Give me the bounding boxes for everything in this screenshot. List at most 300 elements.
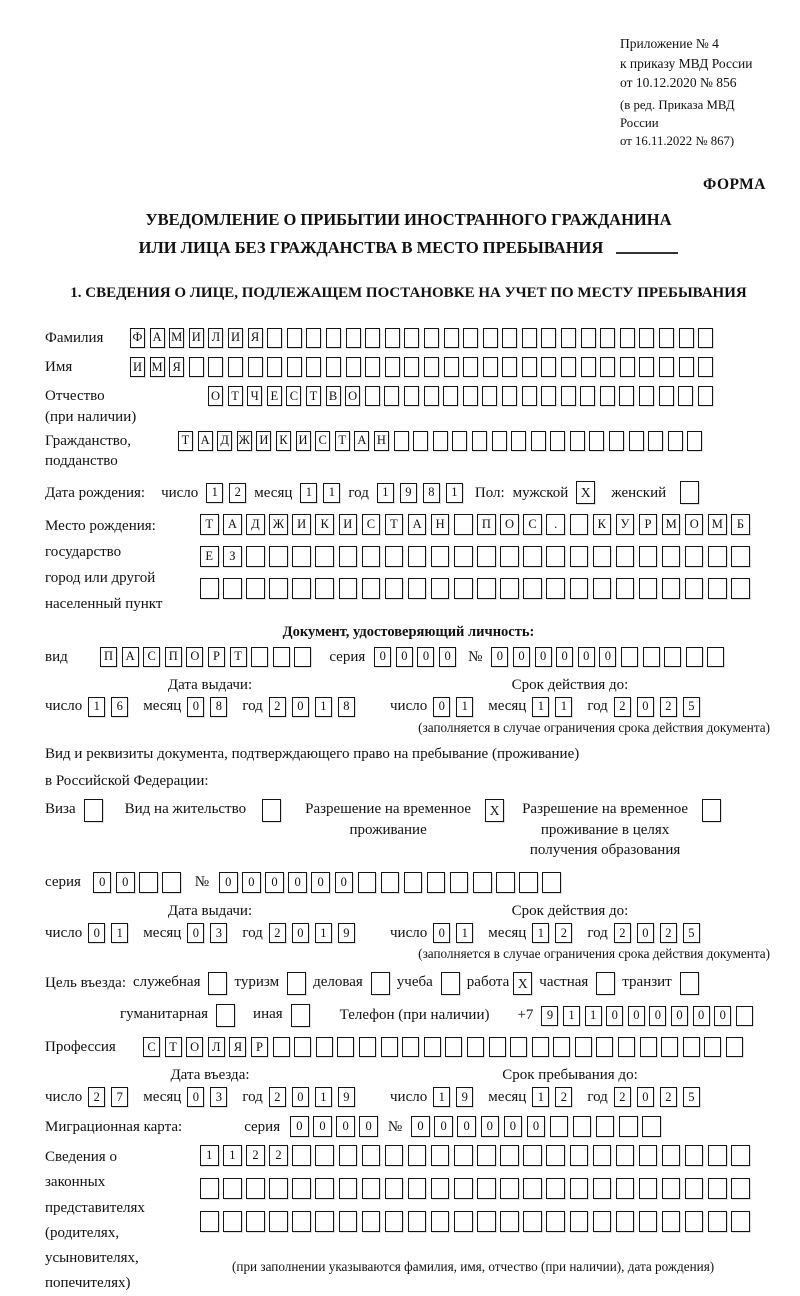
char-box xyxy=(678,386,693,406)
char-box: О xyxy=(345,386,360,406)
representatives-label-line4: (родителях, xyxy=(45,1224,120,1241)
char-box: 0 xyxy=(628,1006,645,1026)
char-box xyxy=(541,357,556,377)
char-box xyxy=(616,1145,635,1166)
char-box xyxy=(596,972,615,995)
char-box xyxy=(648,431,663,451)
char-box: Ж xyxy=(269,514,288,535)
char-box: У xyxy=(616,514,635,535)
char-box xyxy=(593,1178,612,1199)
char-box xyxy=(680,481,699,504)
char-box xyxy=(362,546,381,567)
patronymic-row xyxy=(45,386,772,427)
char-box: С xyxy=(286,386,301,406)
char-box xyxy=(246,1211,265,1232)
char-box xyxy=(269,1211,288,1232)
char-box: 0 xyxy=(671,1006,688,1026)
char-box xyxy=(704,1037,721,1057)
birth-place-label-line2: государство xyxy=(45,544,122,561)
char-box xyxy=(523,1211,542,1232)
char-box: 2 xyxy=(269,923,286,943)
purpose-checkbox xyxy=(287,972,306,995)
char-box xyxy=(522,386,537,406)
patronymic-label-line2: (при наличии) xyxy=(45,408,137,425)
expiry-month-boxes xyxy=(532,697,572,717)
char-box: К xyxy=(593,514,612,535)
char-box: 0 xyxy=(513,647,530,667)
char-box: О xyxy=(685,514,704,535)
purpose-option-label: туризм xyxy=(234,974,280,991)
char-box: А xyxy=(150,328,165,348)
char-box xyxy=(216,1004,235,1027)
char-box xyxy=(698,386,713,406)
char-box: 1 xyxy=(111,923,128,943)
char-box xyxy=(404,872,423,893)
char-box: 0 xyxy=(336,1116,355,1137)
char-box: 6 xyxy=(111,697,128,717)
edu-residence-label-line3: получения образования xyxy=(529,841,681,858)
char-box: . xyxy=(546,514,565,535)
char-box xyxy=(287,328,302,348)
citizenship-label-line2: подданство xyxy=(45,453,118,470)
char-box xyxy=(408,1178,427,1199)
doc-type-boxes xyxy=(100,647,311,667)
char-box xyxy=(339,1211,358,1232)
char-box xyxy=(394,431,409,451)
char-box xyxy=(441,972,460,995)
char-box xyxy=(326,328,341,348)
char-box xyxy=(287,357,302,377)
char-box: 0 xyxy=(187,697,204,717)
char-box: С xyxy=(315,431,330,451)
char-box: И xyxy=(228,328,243,348)
issue-month-boxes xyxy=(187,697,227,717)
char-box xyxy=(381,1037,398,1057)
char-box xyxy=(616,546,635,567)
char-box xyxy=(251,647,268,667)
char-box: 1 xyxy=(223,1145,242,1166)
char-box: 1 xyxy=(200,1145,219,1166)
char-box: Л xyxy=(208,328,223,348)
edu-residence-label xyxy=(522,799,688,860)
char-box: 0 xyxy=(527,1116,546,1137)
migration-card-label: Миграционная карта: xyxy=(45,1118,183,1135)
char-box xyxy=(500,578,519,599)
birth-day-label: число xyxy=(161,484,199,501)
visa-label: Виза xyxy=(45,801,76,818)
purpose-option xyxy=(313,972,390,995)
char-box xyxy=(408,1211,427,1232)
char-box: 0 xyxy=(187,1087,204,1107)
char-box: Е xyxy=(267,386,282,406)
residence-doc-note: (заполняется в случае ограничения срока действия документа) xyxy=(418,946,770,962)
char-box xyxy=(600,386,615,406)
char-box xyxy=(629,431,644,451)
char-box xyxy=(424,1037,441,1057)
char-box xyxy=(500,546,519,567)
patronymic-label xyxy=(45,386,208,427)
migration-series-boxes xyxy=(290,1116,378,1137)
char-box xyxy=(402,1037,419,1057)
char-box xyxy=(502,386,517,406)
char-box: Т xyxy=(230,647,247,667)
char-box xyxy=(477,1211,496,1232)
char-box xyxy=(541,328,556,348)
char-box: Ф xyxy=(130,328,145,348)
char-box xyxy=(326,357,341,377)
char-box xyxy=(267,357,282,377)
char-box: А xyxy=(354,431,369,451)
char-box xyxy=(483,328,498,348)
char-box xyxy=(596,1116,615,1137)
appendix-line: от 10.12.2020 № 856 xyxy=(620,75,737,91)
char-box xyxy=(511,431,526,451)
purpose-option-label: служебная xyxy=(132,974,201,991)
char-box xyxy=(668,431,683,451)
char-box: 2 xyxy=(269,697,286,717)
phone-prefix: +7 xyxy=(517,1007,534,1024)
char-box: Я xyxy=(169,357,184,377)
char-box xyxy=(618,1037,635,1057)
char-box: 0 xyxy=(693,1006,710,1026)
char-box: Р xyxy=(251,1037,268,1057)
char-box xyxy=(580,386,595,406)
identity-doc-row xyxy=(45,647,772,667)
char-box: М xyxy=(150,357,165,377)
purpose-option-label: частная xyxy=(539,974,589,991)
purpose-option xyxy=(234,972,306,995)
char-box: 2 xyxy=(555,1087,572,1107)
visa-checkbox xyxy=(84,799,103,822)
char-box xyxy=(208,357,223,377)
char-box xyxy=(477,546,496,567)
purpose-checkbox xyxy=(371,972,390,995)
patronymic-boxes xyxy=(208,386,713,406)
char-box: В xyxy=(326,386,341,406)
char-box xyxy=(267,328,282,348)
char-box xyxy=(541,386,556,406)
representatives-label-line2: законных xyxy=(45,1174,106,1191)
month-label: месяц xyxy=(488,698,527,715)
char-box: 2 xyxy=(229,483,246,503)
char-box xyxy=(292,578,311,599)
entry-day-boxes xyxy=(88,1087,128,1107)
form-title-line1: УВЕДОМЛЕНИЕ О ПРИБЫТИИ ИНОСТРАННОГО ГРАЖДАНИНА xyxy=(145,210,672,230)
char-box: 0 xyxy=(116,872,135,893)
char-box xyxy=(550,1116,569,1137)
purpose-checkbox xyxy=(596,972,615,995)
month-label: месяц xyxy=(143,1088,182,1105)
char-box: 2 xyxy=(269,1087,286,1107)
char-box xyxy=(189,357,204,377)
char-box xyxy=(685,1178,704,1199)
char-box: 9 xyxy=(541,1006,558,1026)
migration-series-label: серия xyxy=(244,1118,281,1135)
char-box: 1 xyxy=(563,1006,580,1026)
residence-doc-intro1: Вид и реквизиты документа, подтверждающего право на пребывание (проживание) xyxy=(45,745,580,762)
char-box xyxy=(698,357,713,377)
char-box: 1 xyxy=(456,697,473,717)
temp-residence-label-line1: Разрешение на временное xyxy=(305,801,472,818)
form-title-line2: ИЛИ ЛИЦА БЕЗ ГРАЖДАНСТВА В МЕСТО ПРЕБЫВАНИЯ xyxy=(138,237,604,257)
char-box xyxy=(489,1037,506,1057)
char-box xyxy=(450,872,469,893)
char-box xyxy=(659,386,674,406)
char-box xyxy=(600,328,615,348)
char-box xyxy=(292,1178,311,1199)
birth-place-boxes-row3 xyxy=(200,578,750,599)
char-box xyxy=(546,546,565,567)
purpose-option-label: гуманитарная xyxy=(120,1006,209,1023)
char-box xyxy=(523,578,542,599)
char-box: И xyxy=(339,514,358,535)
char-box: И xyxy=(256,431,271,451)
residence-number-label: № xyxy=(194,874,210,891)
purpose-option xyxy=(133,972,228,995)
day-label: число xyxy=(390,1088,428,1105)
char-box: Д xyxy=(217,431,232,451)
char-box xyxy=(385,357,400,377)
char-box: 8 xyxy=(423,483,440,503)
char-box xyxy=(639,386,654,406)
char-box xyxy=(365,357,380,377)
char-box xyxy=(477,578,496,599)
birth-day-boxes xyxy=(206,483,246,503)
char-box xyxy=(500,1178,519,1199)
char-box xyxy=(642,1116,661,1137)
edu-residence-option xyxy=(522,799,721,860)
char-box xyxy=(463,386,478,406)
char-box: 1 xyxy=(315,1087,332,1107)
char-box: Н xyxy=(431,514,450,535)
char-box: 2 xyxy=(614,1087,631,1107)
char-box xyxy=(683,1037,700,1057)
residence-series-label: серия xyxy=(45,874,81,891)
birth-place-boxes-row1 xyxy=(200,514,750,535)
char-box xyxy=(639,578,658,599)
char-box xyxy=(262,799,281,822)
representatives-boxes-row1 xyxy=(200,1145,750,1166)
char-box xyxy=(463,357,478,377)
sex-male-label: мужской xyxy=(512,484,569,501)
representatives-label-line5: усыновителях, xyxy=(45,1250,139,1267)
edition-line: (в ред. Приказа МВД России xyxy=(620,97,735,130)
char-box xyxy=(708,546,727,567)
char-box: 0 xyxy=(433,697,450,717)
stay-day-boxes xyxy=(433,1087,473,1107)
char-box xyxy=(546,1211,565,1232)
char-box xyxy=(550,431,565,451)
purpose-checkbox xyxy=(513,972,532,995)
purpose-label: Цель въезда: xyxy=(45,975,126,992)
char-box xyxy=(639,1178,658,1199)
char-box: 1 xyxy=(532,1087,549,1107)
residence-doc-types-row xyxy=(45,799,772,860)
char-box: 0 xyxy=(439,647,456,667)
char-box: Е xyxy=(200,546,219,567)
char-box xyxy=(510,1037,527,1057)
day-label: число xyxy=(45,698,83,715)
char-box: 1 xyxy=(555,697,572,717)
visa-option xyxy=(45,799,103,822)
doc-type-label: вид xyxy=(45,648,68,665)
char-box xyxy=(306,357,321,377)
char-box xyxy=(269,1178,288,1199)
profession-label: Профессия xyxy=(45,1039,116,1056)
char-box: Т xyxy=(228,386,243,406)
edu-residence-label-line2: проживание в целях xyxy=(540,821,670,838)
char-box xyxy=(664,647,681,667)
expiry-date-col xyxy=(390,677,750,717)
char-box xyxy=(522,357,537,377)
char-box xyxy=(708,1145,727,1166)
birth-place-label-line1: Место рождения: xyxy=(45,518,156,535)
migration-card-row xyxy=(45,1116,772,1137)
char-box: 2 xyxy=(269,1145,288,1166)
char-box: И xyxy=(296,431,311,451)
char-box: 0 xyxy=(311,872,330,893)
char-box: 1 xyxy=(377,483,394,503)
char-box xyxy=(228,357,243,377)
month-label: месяц xyxy=(143,924,182,941)
identity-doc-dates xyxy=(45,677,772,717)
char-box xyxy=(639,328,654,348)
migration-number-label: № xyxy=(387,1118,403,1135)
char-box: 8 xyxy=(210,697,227,717)
char-box xyxy=(731,1145,750,1166)
birth-place-label xyxy=(45,514,200,617)
char-box xyxy=(365,328,380,348)
char-box xyxy=(659,328,674,348)
entry-date-line xyxy=(45,1087,375,1107)
char-box xyxy=(600,357,615,377)
char-box: 0 xyxy=(374,647,391,667)
char-box: С xyxy=(143,1037,160,1057)
char-box: М xyxy=(662,514,681,535)
char-box xyxy=(223,578,242,599)
char-box xyxy=(639,1145,658,1166)
form-title-line2-wrap xyxy=(45,234,772,261)
char-box: А xyxy=(198,431,213,451)
char-box xyxy=(620,328,635,348)
residence-permit-checkbox xyxy=(262,799,281,822)
char-box xyxy=(698,328,713,348)
char-box xyxy=(546,578,565,599)
char-box: 0 xyxy=(242,872,261,893)
char-box xyxy=(315,1211,334,1232)
citizenship-label-line1: Гражданство, xyxy=(45,432,132,449)
char-box xyxy=(339,1145,358,1166)
stay-until-line xyxy=(390,1087,750,1107)
birth-date-row xyxy=(45,481,772,504)
char-box xyxy=(570,1211,589,1232)
char-box xyxy=(408,546,427,567)
char-box: 0 xyxy=(714,1006,731,1026)
char-box xyxy=(362,1211,381,1232)
title-blank-line xyxy=(616,252,678,254)
char-box xyxy=(162,872,181,893)
issue-date-col xyxy=(45,677,375,717)
char-box xyxy=(662,546,681,567)
char-box xyxy=(431,546,450,567)
char-box: П xyxy=(477,514,496,535)
char-box xyxy=(575,1037,592,1057)
char-box xyxy=(500,1211,519,1232)
char-box: 2 xyxy=(246,1145,265,1166)
purpose-option xyxy=(467,972,533,995)
citizenship-row xyxy=(45,431,772,472)
char-box: 5 xyxy=(683,697,700,717)
char-box xyxy=(431,578,450,599)
char-box xyxy=(726,1037,743,1057)
char-box xyxy=(581,357,596,377)
char-box: К xyxy=(276,431,291,451)
char-box: 0 xyxy=(292,923,309,943)
year-label: год xyxy=(587,1088,608,1105)
char-box: 0 xyxy=(292,697,309,717)
char-box xyxy=(570,578,589,599)
surname-label: Фамилия xyxy=(45,329,104,346)
birth-place-box-rows xyxy=(200,514,750,599)
char-box xyxy=(596,1037,613,1057)
purpose-option-label: учеба xyxy=(396,974,433,991)
char-box: Ч xyxy=(247,386,262,406)
day-label: число xyxy=(390,924,428,941)
temp-residence-option xyxy=(305,799,504,840)
char-box xyxy=(384,386,399,406)
char-box xyxy=(269,578,288,599)
char-box: 0 xyxy=(265,872,284,893)
char-box xyxy=(424,357,439,377)
char-box: 0 xyxy=(313,1116,332,1137)
char-box xyxy=(685,546,704,567)
char-box xyxy=(431,1145,450,1166)
char-box: 0 xyxy=(219,872,238,893)
char-box: С xyxy=(362,514,381,535)
char-box xyxy=(273,1037,290,1057)
char-box xyxy=(413,431,428,451)
char-box xyxy=(570,1145,589,1166)
char-box xyxy=(385,328,400,348)
char-box xyxy=(287,972,306,995)
appendix-line: к приказу МВД России xyxy=(620,55,753,71)
char-box xyxy=(593,1211,612,1232)
stay-month-boxes xyxy=(532,1087,572,1107)
birth-month-boxes xyxy=(300,483,340,503)
char-box: И xyxy=(130,357,145,377)
char-box: 3 xyxy=(210,1087,227,1107)
char-box xyxy=(371,972,390,995)
char-box: Я xyxy=(248,328,263,348)
char-box xyxy=(315,546,334,567)
char-box xyxy=(662,1145,681,1166)
char-box: Р xyxy=(208,647,225,667)
purpose-option xyxy=(397,972,460,995)
expiry-day-boxes xyxy=(433,923,473,943)
birth-place-boxes-row2 xyxy=(200,546,750,567)
char-box: 0 xyxy=(417,647,434,667)
doc-number-boxes xyxy=(491,647,724,667)
char-box xyxy=(707,647,724,667)
birth-year-label: год xyxy=(348,484,369,501)
char-box xyxy=(546,1178,565,1199)
char-box: О xyxy=(500,514,519,535)
char-box xyxy=(680,972,699,995)
residence-number-boxes xyxy=(219,872,561,893)
char-box: А xyxy=(223,514,242,535)
char-box: 9 xyxy=(456,1087,473,1107)
year-label: год xyxy=(242,698,263,715)
